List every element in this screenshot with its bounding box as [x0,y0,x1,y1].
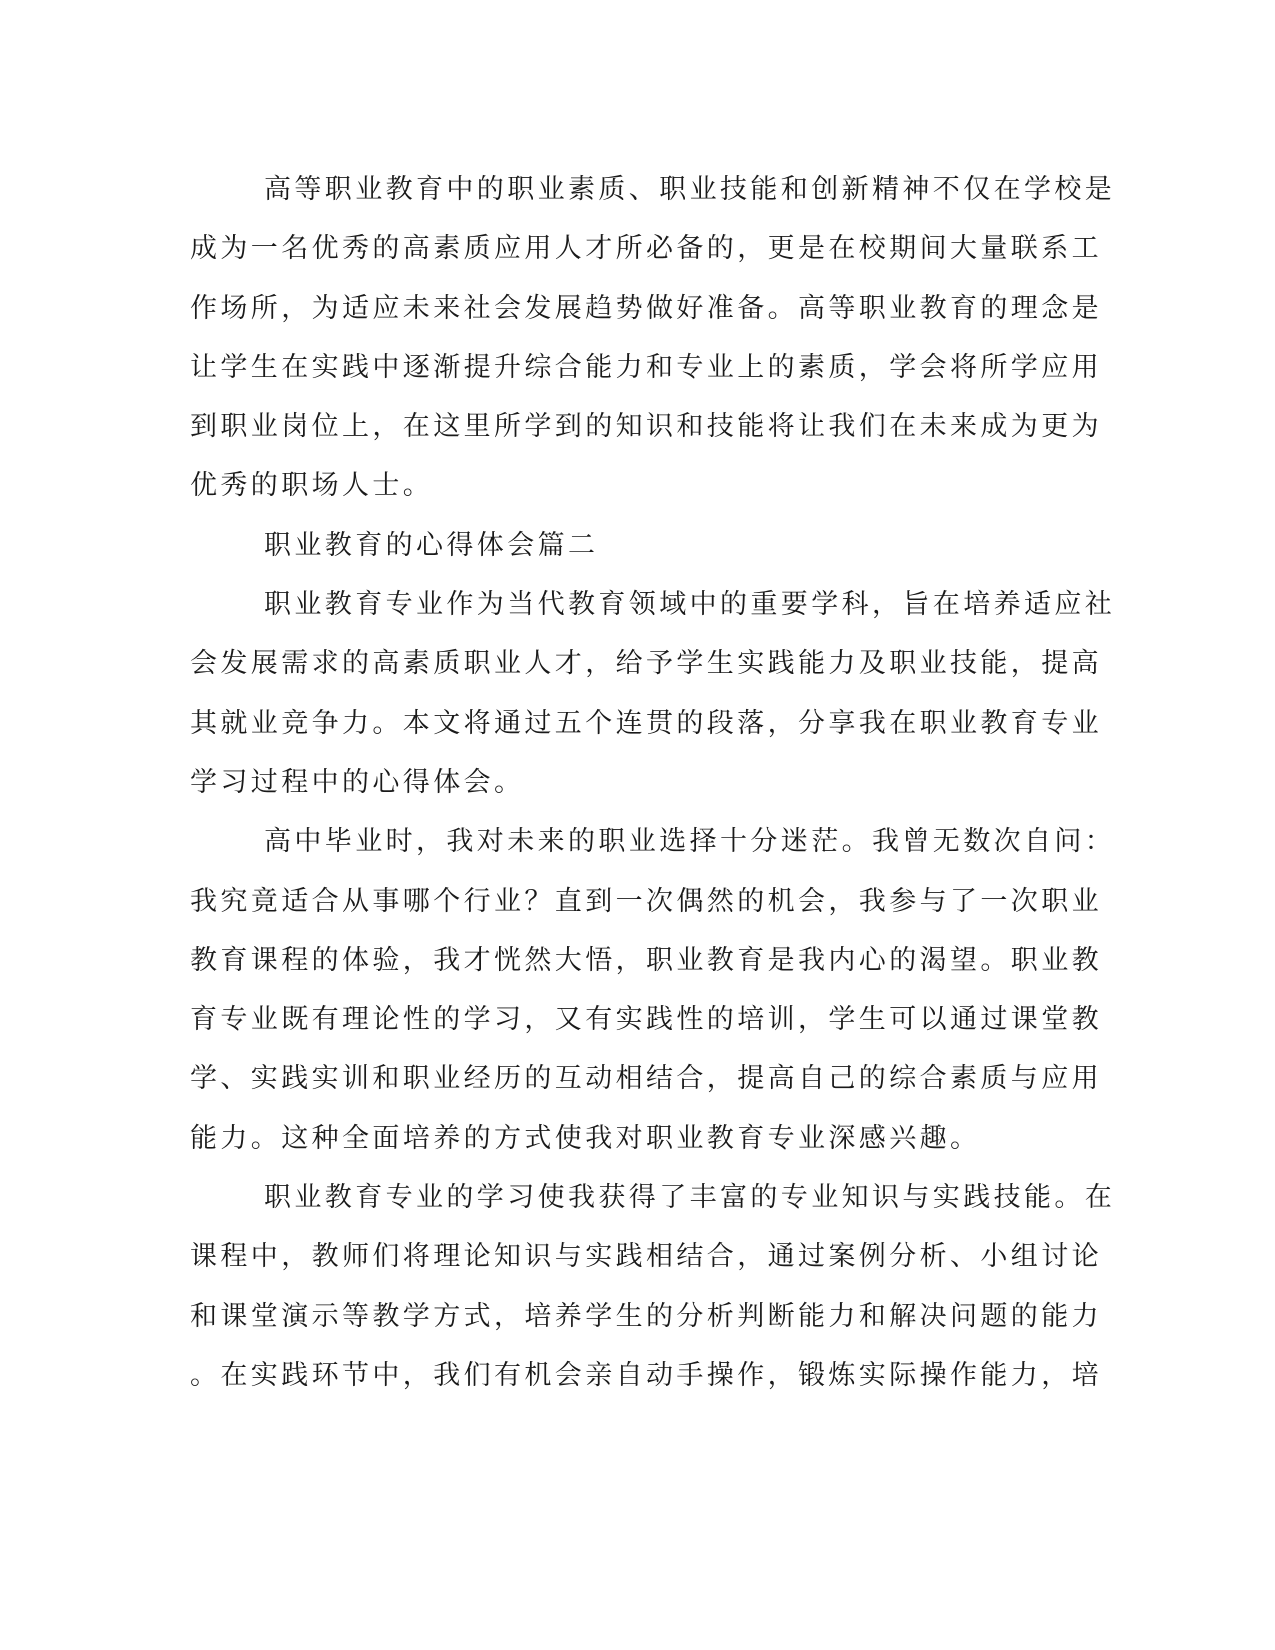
paragraph-line: 会发展需求的高素质职业人才，给予学生实践能力及职业技能，提高 [190,648,1102,680]
paragraph-line: 教育课程的体验，我才恍然大悟，职业教育是我内心的渴望。职业教 [190,944,1102,976]
paragraph-line: 课程中，教师们将理论知识与实践相结合，通过案例分析、小组讨论 [190,1241,1102,1273]
paragraph-line: 到职业岗位上，在这里所学到的知识和技能将让我们在未来成为更为 [190,411,1102,443]
paragraph-line: 让学生在实践中逐渐提升综合能力和专业上的素质，学会将所学应用 [190,351,1102,383]
document-body [190,160,1116,1405]
paragraph-first-line: 职业教育专业的学习使我获得了丰富的专业知识与实践技能。在 [264,1182,1116,1214]
paragraph-line: 和课堂演示等教学方式，培养学生的分析判断能力和解决问题的能力 [190,1300,1102,1332]
paragraph-line: 育专业既有理论性的学习，又有实践性的培训，学生可以通过课堂教 [190,1004,1102,1036]
paragraph-first-line: 职业教育的心得体会篇二 [264,529,599,561]
paragraph-line: 。在实践环节中，我们有机会亲自动手操作，锻炼实际操作能力，培 [190,1359,1102,1391]
paragraph-line: 优秀的职场人士。 [190,470,434,502]
paragraph-first-line: 高中毕业时，我对未来的职业选择十分迷茫。我曾无数次自问： [264,826,1116,858]
paragraph-line: 学习过程中的心得体会。 [190,766,525,798]
paragraph-line: 成为一名优秀的高素质应用人才所必备的，更是在校期间大量联系工 [190,233,1102,265]
paragraph-line: 作场所，为适应未来社会发展趋势做好准备。高等职业教育的理念是 [190,292,1102,324]
paragraph-first-line: 职业教育专业作为当代教育领域中的重要学科，旨在培养适应社 [264,589,1116,621]
paragraph-line: 能力。这种全面培养的方式使我对职业教育专业深感兴趣。 [190,1122,981,1154]
paragraph-line: 我究竟适合从事哪个行业？直到一次偶然的机会，我参与了一次职业 [190,885,1102,917]
paragraph-line: 其就业竞争力。本文将通过五个连贯的段落，分享我在职业教育专业 [190,707,1102,739]
paragraph-first-line: 高等职业教育中的职业素质、职业技能和创新精神不仅在学校是 [264,174,1116,205]
paragraph-line: 学、实践实训和职业经历的互动相结合，提高自己的综合素质与应用 [190,1063,1102,1095]
